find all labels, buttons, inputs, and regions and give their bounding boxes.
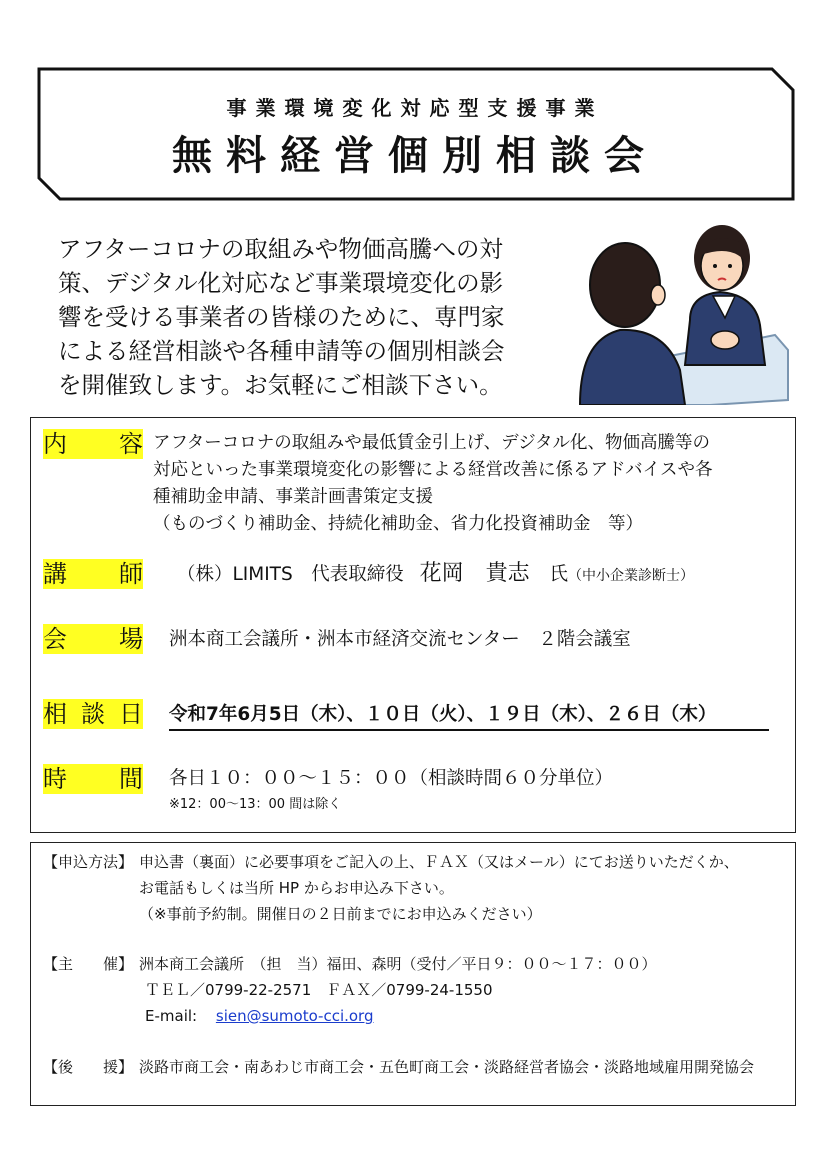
method-line: （※事前予約制。開催日の２日前までにお申込みください） <box>139 905 542 923</box>
label-char: 談 <box>81 700 105 728</box>
label-venue <box>43 624 143 654</box>
support-label: 【後 援】 <box>43 1058 134 1076</box>
label-date <box>43 699 143 729</box>
label-char: 講 <box>43 560 67 588</box>
label-char: 会 <box>43 625 67 653</box>
label-char: 相 <box>43 700 67 728</box>
email-link[interactable]: sien@sumoto-cci.org <box>215 1007 374 1025</box>
method-line: お電話もしくは当所 HP からお申込み下さい。 <box>139 879 454 897</box>
lecturer-suffix: 氏 <box>549 564 569 585</box>
intro-line: 策、デジタル化対応など事業環境変化の影 <box>58 269 504 297</box>
intro-line: アフターコロナの取組みや物価高騰への対 <box>58 235 503 263</box>
application-box <box>30 842 796 1106</box>
label-char: 場 <box>119 625 143 653</box>
label-char: 時 <box>43 765 67 793</box>
time-text: 各日１０：００～１５：００（相談時間６０分単位） <box>169 768 614 789</box>
lecturer-info <box>177 559 797 591</box>
host-label: 【主 催】 <box>43 955 134 973</box>
support-text: 淡路市商工会・南あわじ市商工会・五色町商工会・淡路経営者協会・淡路地域雇用開発協会 <box>139 1058 755 1076</box>
subtitle: 事業環境変化対応型支援事業 <box>226 96 604 120</box>
page-title: 無料経営個別相談会 <box>172 133 658 179</box>
intro-line: による経営相談や各種申請等の個別相談会 <box>58 337 505 365</box>
host-text <box>139 951 789 1029</box>
consultation-illustration <box>570 200 790 409</box>
content-line: 対応といった事業環境変化の影響による経営改善に係るアドバイスや各 <box>153 460 713 480</box>
host-line: 洲本商工会議所 （担 当）福田、森明（受付／平日９：００～１７：００） <box>139 955 657 973</box>
content-line: アフターコロナの取組みや最低賃金引上げ、デジタル化、物価高騰等の <box>153 433 711 453</box>
lecturer-company: （株）LIMITS 代表取締役 <box>177 564 404 585</box>
method-text <box>139 849 789 927</box>
tel-fax: ＴＥＬ／0799-22-2571 ＦＡＸ／0799-24-1550 <box>145 981 493 999</box>
time-note: ※12：00～13：00 間は除く <box>169 797 342 812</box>
label-time <box>43 764 143 794</box>
method-label: 【申込方法】 <box>43 853 134 871</box>
method-line: 申込書（裏面）に必要事項をご記入の上、ＦＡＸ（又はメール）にてお送りいただくか、 <box>139 853 739 871</box>
content-line: （ものづくり補助金、持続化補助金、省力化投資補助金 等） <box>153 514 643 534</box>
venue-text: 洲本商工会議所・洲本市経済交流センター ２階会議室 <box>169 629 631 650</box>
label-char: 容 <box>119 430 143 458</box>
lecturer-title: （中小企業診断士） <box>568 568 695 584</box>
label-char: 間 <box>119 765 143 793</box>
label-content <box>43 429 143 459</box>
content-line: 種補助金申請、事業計画書策定支援 <box>153 487 433 507</box>
label-lecturer <box>43 559 143 589</box>
intro-line: を開催致します。お気軽にご相談下さい。 <box>58 371 503 399</box>
intro-line: 響を受ける事業者の皆様のために、専門家 <box>58 303 505 331</box>
label-char: 日 <box>119 700 143 728</box>
intro-text <box>58 232 553 402</box>
details-box <box>30 417 796 833</box>
lecturer-name: 花岡 貴志 <box>419 561 530 586</box>
content-description <box>153 430 793 538</box>
email-label: E-mail: <box>145 1007 198 1025</box>
label-char: 師 <box>119 560 143 588</box>
date-text: 令和7年6月5日（木）、１０日（火）、１９日（木）、２６日（木） <box>169 701 769 731</box>
label-char: 内 <box>43 430 67 458</box>
